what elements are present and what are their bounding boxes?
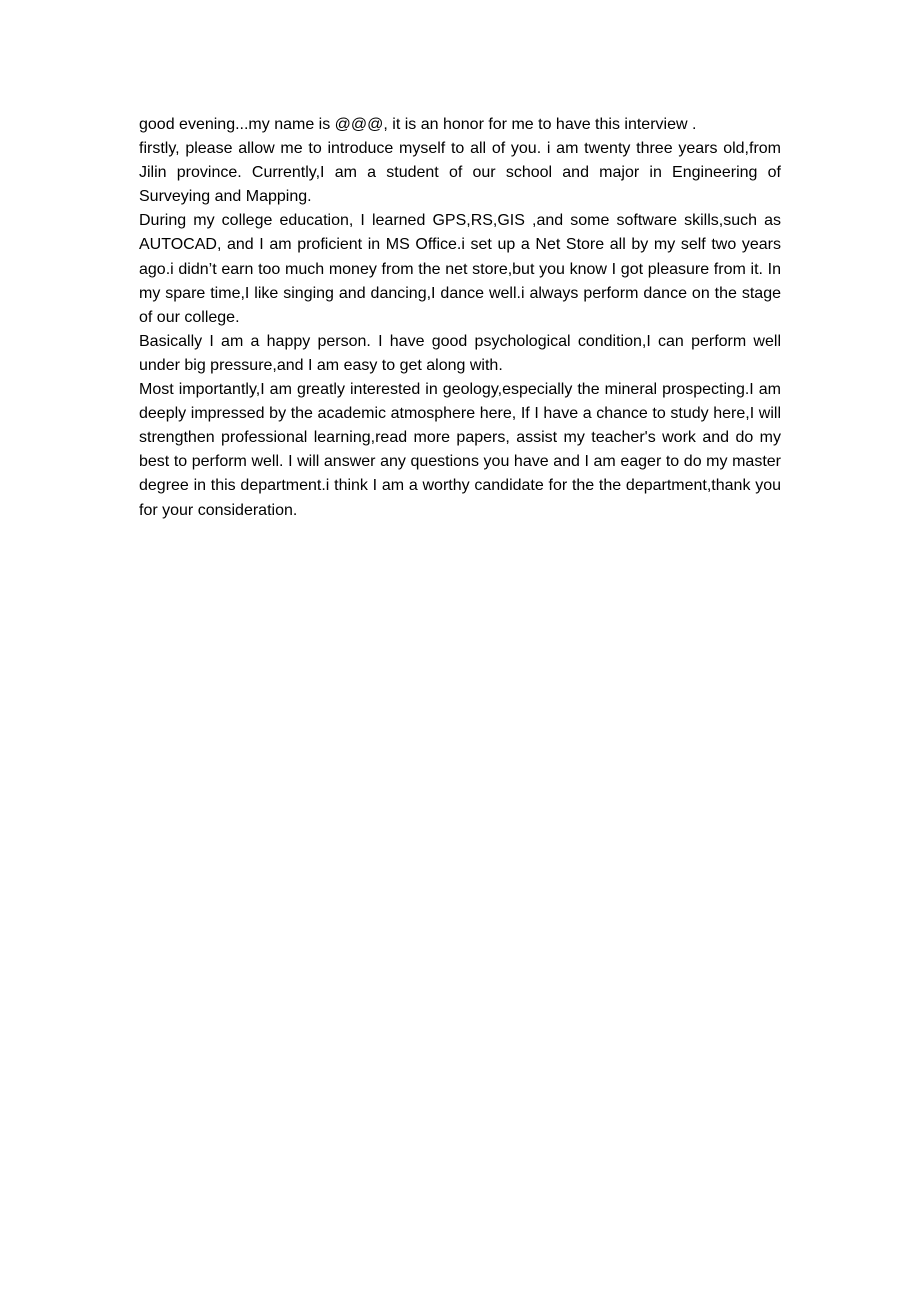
paragraph-greeting: good evening...my name is @@@, it is an honor for me to have this interview . — [139, 116, 697, 133]
paragraph-personality: Basically I am a happy person. I have good psychological condition,I can perform well under big pressure,and I am easy to get along with. — [139, 332, 781, 374]
document-body — [139, 113, 781, 523]
paragraph-education: During my college education, I learned GPS,RS,GIS ,and some software skills,such as AUTOCAD, and I am proficient in MS Office.i set up a Net Store all by my self two years ago.i didn’t earn too much money from the net store,but you know I got pleasure from it. In my spare time,I like singing and dancing,I dance well.i always perform dance on the stage of our college. — [139, 212, 781, 326]
paragraph-interests: Most importantly,I am greatly interested in geology,especially the mineral prospecting.I am deeply impressed by the academic atmosphere here, If I have a chance to study here,I will strengthen professional learning,read more papers, assist my teacher's work and do my best to perform well. I will answer any questions you have and I am eager to do my master degree in this department.i think I am a worthy candidate for the the department,thank you for your consideration. — [139, 381, 781, 519]
paragraph-introduction: firstly, please allow me to introduce myself to all of you. i am twenty three years old,from Jilin province. Currently,I am a student of our school and major in Engineering of Surveying and Mapping. — [139, 140, 781, 206]
